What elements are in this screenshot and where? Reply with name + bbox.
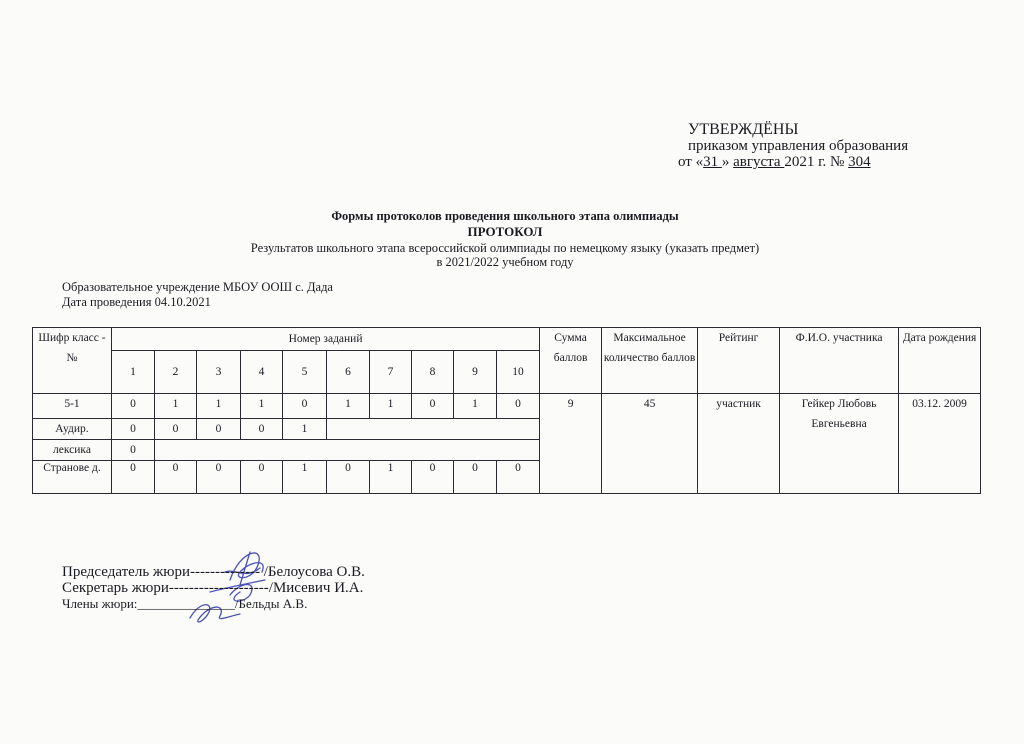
fio-cell: Гейкер Любовь Евгеньевна [780,394,899,494]
score-cell: 0 [454,461,497,494]
task-number: 10 [497,351,540,394]
score-cell: 1 [197,394,241,419]
score-cell: 0 [327,461,370,494]
signatures-block [62,564,365,612]
task-number: 1 [112,351,155,394]
col-sum-header: Сумма баллов [540,328,602,394]
score-cell: 0 [241,461,283,494]
task-number: 5 [283,351,327,394]
col-max-header: Максимальное количество баллов [602,328,698,394]
chair-signature: Председатель жюри-------------- /Белоусова О.В. [62,564,365,580]
dob-cell: 03.12. 2009 [899,394,981,494]
score-cell: 0 [197,419,241,440]
max-cell: 45 [602,394,698,494]
results-title: Результатов школьного этапа всероссийской олимпиады по немецкому языку (указать предмет) [250,241,760,255]
row-label: лексика [33,440,112,461]
approved-date: от «31 » августа 2021 г. № 304 [678,154,871,170]
score-cell: 0 [497,394,540,419]
approval-block [678,122,908,170]
col-rating-header: Рейтинг [698,328,780,394]
forms-title: Формы протоколов проведения школьного этапа олимпиады [331,209,679,223]
approved-order: приказом управления образования [688,138,909,154]
col-code-header: Шифр класс -№ [33,328,112,394]
score-cell: 1 [283,419,327,440]
document-heading [100,209,910,269]
score-cell: 0 [155,419,197,440]
score-cell: 1 [283,461,327,494]
year-title: в 2021/2022 учебном году [436,255,574,269]
rating-cell: участник [698,394,780,494]
table-row [33,394,981,419]
score-cell: 0 [112,394,155,419]
score-cell-empty [155,440,540,461]
task-number: 6 [327,351,370,394]
exam-date: Дата проведения 04.10.2021 [62,295,211,309]
score-cell: 1 [155,394,197,419]
protocol-title: ПРОТОКОЛ [467,224,543,239]
score-cell: 1 [327,394,370,419]
task-number: 4 [241,351,283,394]
sum-cell: 9 [540,394,602,494]
score-cell: 0 [412,394,454,419]
row-label: Странове д. [33,461,112,494]
task-number: 2 [155,351,197,394]
score-cell: 0 [155,461,197,494]
score-cell: 1 [370,461,412,494]
secretary-signature: Секретарь жюри--------------------/Мисевич И.А. [62,580,364,596]
task-number: 9 [454,351,497,394]
score-cell: 0 [112,419,155,440]
score-cell: 0 [497,461,540,494]
task-number: 7 [370,351,412,394]
score-cell: 0 [197,461,241,494]
protocol-table [32,327,981,494]
row-label: 5-1 [33,394,112,419]
score-cell: 0 [241,419,283,440]
row-label: Аудир. [33,419,112,440]
approved-title: УТВЕРЖДЁНЫ [688,121,799,138]
col-tasks-header: Номер заданий [112,328,540,351]
score-cell: 1 [370,394,412,419]
col-dob-header: Дата рождения [899,328,981,394]
col-fio-header: Ф.И.О. участника [780,328,899,394]
score-cell: 0 [283,394,327,419]
score-cell: 0 [412,461,454,494]
institution: Образовательное учреждение МБОУ ООШ с. Дада [62,280,333,294]
meta-block [62,280,333,310]
score-cell: 0 [112,440,155,461]
score-cell: 1 [454,394,497,419]
task-number: 8 [412,351,454,394]
members-signature: Члены жюри:_______________/Бельды А.В. [62,596,308,611]
score-cell: 0 [112,461,155,494]
task-number: 3 [197,351,241,394]
score-cell-empty [327,419,540,440]
score-cell: 1 [241,394,283,419]
